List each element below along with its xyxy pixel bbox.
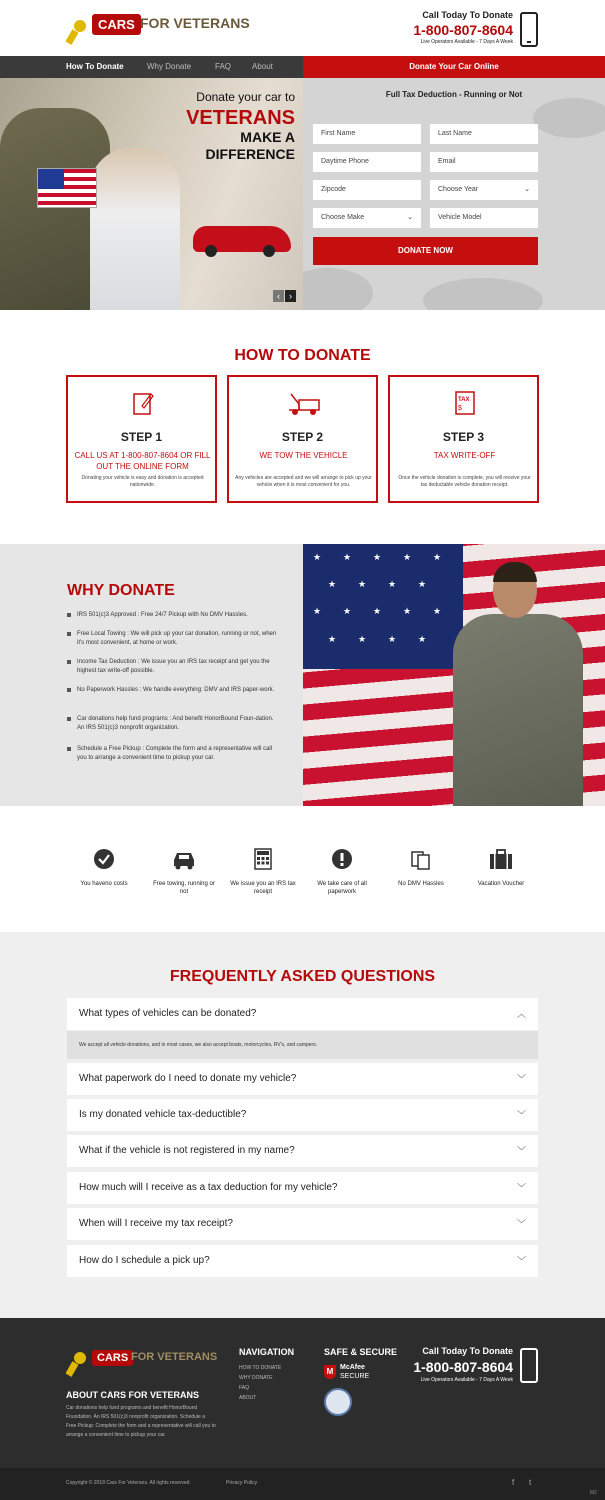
form-title: Full Tax Deduction - Running or Not (385, 90, 523, 99)
star-icon: ★ (433, 552, 442, 562)
faq-question-text: What if the vehicle is not registered in my name? (79, 1145, 295, 1156)
documents-icon (410, 848, 432, 870)
site-footer (0, 1318, 605, 1468)
slider-prev-button[interactable]: ‹ (273, 290, 284, 302)
faq-question-text: When will I receive my tax receipt? (79, 1218, 233, 1229)
hero-line1: Donate your car to (196, 90, 295, 104)
step-card-3 (388, 375, 539, 503)
faq-question-text: Is my donated vehicle tax-deductible? (79, 1109, 247, 1120)
last-name-input[interactable]: Last Name (430, 124, 538, 144)
star-icon: ★ (328, 579, 337, 589)
donate-now-button[interactable]: DONATE NOW (313, 237, 538, 265)
hero-line3b: DIFFERENCE (205, 146, 295, 162)
footer-nav-about[interactable]: ABOUT (239, 1395, 257, 1401)
star-icon: ★ (328, 634, 337, 644)
footer-availability: Live Operators Available - 7 Days A Week (420, 1377, 513, 1383)
camo-pattern (533, 98, 605, 138)
header-phone-link[interactable]: 1-800-807-8604 (413, 22, 513, 38)
star-icon: ★ (388, 579, 397, 589)
chevron-down-icon: ﹀ (516, 1219, 526, 1229)
nav-how-to-donate[interactable]: How To Donate (66, 62, 124, 71)
feature-paperwork (307, 848, 377, 896)
phone-input[interactable]: Daytime Phone (313, 152, 421, 172)
footer-bottom-bar (0, 1468, 605, 1500)
faq-question-5[interactable] (67, 1172, 538, 1204)
hero-line3 (206, 129, 295, 163)
header-call-box (413, 10, 513, 45)
security-seal-icon (324, 1388, 352, 1416)
faq-question-text: How much will I receive as a tax deduction for my vehicle? (79, 1182, 338, 1193)
why-item: IRS 501(c)3 Approved : Free 24/7 Pickup with No DMV Hassles. (67, 611, 282, 620)
step-title: STEP 3 (442, 430, 485, 444)
chevron-down-icon: ﹀ (516, 1256, 526, 1266)
star-icon: ★ (403, 606, 412, 616)
tow-truck-icon (285, 390, 323, 416)
suitcase-icon (489, 848, 513, 870)
nav-about[interactable]: About (252, 62, 273, 71)
nav-faq[interactable]: FAQ (215, 62, 232, 71)
feature-label: We issue you an IRS tax receipt (230, 881, 296, 895)
feature-label: Free towing, running or not (153, 881, 215, 895)
footer-phone-link[interactable]: 1-800-807-8604 (413, 1359, 513, 1375)
red-car-image (193, 226, 291, 252)
footer-about-text: Car donations help fund programs and benefit HonorBound Foundation. An IRS 501(c)3 nonprofit organization. Schedule a Free Pickup: Complete the form and a representative will call you to arrange a convenient time to pickup your car. (66, 1405, 216, 1438)
footer-nav-why[interactable]: WHY DONATE (239, 1375, 273, 1381)
email-input[interactable]: Email (430, 152, 538, 172)
footer-logo-cars[interactable]: CARS (92, 1350, 133, 1366)
main-nav (0, 56, 303, 78)
footer-call-label: Call Today To Donate (422, 1346, 513, 1356)
faq-question-7[interactable] (67, 1245, 538, 1277)
copyright-text: Copyright © 2018 Cars For Veterans. All rights reserved. (66, 1480, 191, 1486)
star-icon: ★ (313, 606, 322, 616)
chevron-down-icon: ﹀ (516, 1183, 526, 1193)
logo-cars[interactable]: CARS (92, 14, 141, 35)
year-select-label: Choose Year (438, 186, 479, 193)
chevron-up-icon: ︿ (516, 1009, 526, 1019)
star-icon: ★ (373, 552, 382, 562)
star-icon: ★ (343, 606, 352, 616)
feature-label: Vacation Voucher (477, 881, 525, 887)
why-donate-section (0, 544, 303, 806)
why-item: Free Local Towing : We will pick up your car donation, running or not, when it's most convenient, at home or work. (67, 630, 282, 648)
why-item: Car donations help fund programs : And benefit HonorBound Foun-dation. An IRS 501(c)3 nonprofit organization. (67, 715, 282, 733)
feature-free-towing (149, 848, 219, 896)
car-icon (171, 848, 197, 870)
why-item: Schedule a Free Pickup : Complete the form and a representative will call you to arrange a convenient time to pickup your car. (67, 745, 282, 763)
why-donate-title: WHY DONATE (67, 582, 175, 599)
how-to-donate-title: HOW TO DONATE (234, 347, 371, 364)
svg-text:TAX: TAX (458, 397, 470, 403)
star-icon: ★ (358, 634, 367, 644)
step-title: STEP 1 (120, 430, 163, 444)
mcafee-secure-label: SECURE (340, 1373, 370, 1380)
mobile-phone-icon (520, 12, 538, 47)
donate-online-bar[interactable]: Donate Your Car Online (303, 56, 605, 78)
child-image (90, 148, 180, 310)
faq-question-6[interactable] (67, 1208, 538, 1240)
year-select[interactable] (430, 180, 538, 200)
logo-for-veterans[interactable]: FOR VETERANS (140, 15, 250, 31)
chevron-down-icon: ﹀ (516, 1146, 526, 1156)
mcafee-label: McAfee (340, 1364, 365, 1371)
step-subtitle: WE TOW THE VEHICLE (259, 451, 348, 460)
call-label: Call Today To Donate (422, 10, 513, 20)
feature-vacation-voucher (466, 848, 536, 888)
faq-question-4[interactable] (67, 1135, 538, 1167)
footer-safe-title: SAFE & SECURE (324, 1347, 398, 1357)
veteran-hair (493, 562, 537, 582)
step-description: Donating your vehicle is easy and donation is accepted nationwide. (81, 475, 204, 488)
faq-question-2[interactable] (67, 1063, 538, 1095)
faq-title: FREQUENTLY ASKED QUESTIONS (169, 968, 436, 985)
chevron-down-icon: ⌄ (407, 214, 413, 221)
facebook-icon[interactable]: f (512, 1478, 515, 1487)
footer-nav-faq[interactable]: FAQ (239, 1385, 250, 1391)
tax-document-icon (454, 390, 476, 416)
calculator-icon (254, 848, 272, 870)
first-name-input[interactable]: First Name (313, 124, 421, 144)
star-icon: ★ (313, 552, 322, 562)
veteran-flag-image (303, 544, 605, 806)
footer-call-box (413, 1346, 513, 1383)
veteran-figure (453, 562, 593, 806)
flag-canton (303, 544, 463, 669)
svg-text:$: $ (458, 405, 462, 412)
hero-line3a: MAKE A (240, 129, 295, 145)
make-select[interactable] (313, 208, 421, 228)
feature-no-costs (69, 848, 139, 888)
chevron-down-icon: ⌄ (524, 186, 530, 193)
chevron-down-icon: ﹀ (516, 1110, 526, 1120)
faq-question-3[interactable] (67, 1099, 538, 1131)
mcafee-shield-icon: M (324, 1365, 336, 1379)
faq-question-text: What types of vehicles can be donated? (79, 1008, 257, 1019)
site-header (0, 0, 605, 56)
star-icon: ★ (358, 579, 367, 589)
camo-pattern (303, 268, 373, 310)
zipcode-input[interactable]: Zipcode (313, 180, 421, 200)
faq-answer-1: We accept all vehicle donations, and in most cases, we also accept boats, motorcycles, RV's, and campers. (67, 1031, 538, 1059)
chevron-down-icon: ﹀ (516, 1074, 526, 1084)
step-title: STEP 2 (281, 430, 324, 444)
star-icon: ★ (403, 552, 412, 562)
feature-label: No DMV Hassles (398, 881, 444, 887)
feature-irs-receipt (228, 848, 298, 896)
vehicle-model-input[interactable]: Vehicle Model (430, 208, 538, 228)
step-description: Once the vehicle donation is complete, you will receive your tax deductable vehicle donation receipt. (398, 475, 531, 488)
footer-nav-how[interactable]: HOW TO DONATE (239, 1365, 282, 1371)
faq-question-text: What paperwork do I need to donate my vehicle? (79, 1073, 297, 1084)
why-item: Income Tax Deduction : We issue you an IRS tax receipt and get you the highest tax write-off possible. (67, 658, 282, 676)
small-flag-image (37, 168, 97, 208)
footer-logo-for-veterans[interactable]: FOR VETERANS (131, 1351, 218, 1363)
feature-label: We take care of all paperwork (317, 881, 367, 895)
slider-next-button[interactable]: › (285, 290, 296, 302)
step-card-1 (66, 375, 217, 503)
star-icon: ★ (388, 634, 397, 644)
star-icon: ★ (433, 606, 442, 616)
star-icon: ★ (343, 552, 352, 562)
veteran-body (453, 614, 583, 806)
faq-question-1[interactable] (67, 998, 538, 1030)
footer-mobile-phone-icon (520, 1348, 538, 1383)
edit-document-icon (132, 390, 154, 416)
exclamation-circle-icon (331, 848, 353, 870)
step-description: Any vehicles are accepted and we will arrange to pick up your vehicle when it is most convenient for you. (235, 475, 372, 488)
camo-pattern (423, 278, 543, 310)
hero-line2: VETERANS (186, 107, 295, 129)
check-circle-icon (93, 848, 115, 870)
star-icon: ★ (418, 579, 427, 589)
nav-why-donate[interactable]: Why Donate (147, 62, 192, 71)
make-select-label: Choose Make (321, 214, 365, 221)
hero-slider (0, 78, 303, 310)
star-icon: ★ (418, 634, 427, 644)
footer-about-title: ABOUT CARS FOR VETERANS (66, 1390, 200, 1400)
step-subtitle: TAX WRITE-OFF (433, 451, 496, 460)
star-icon: ★ (373, 606, 382, 616)
feature-label: You haveno costs (80, 881, 128, 887)
version-label: M2 (590, 1490, 597, 1496)
feature-no-dmv (386, 848, 456, 888)
faq-question-text: How do I schedule a pick up? (79, 1255, 210, 1266)
step-card-2 (227, 375, 378, 503)
donation-form (303, 78, 605, 310)
privacy-policy-link[interactable]: Privacy Policy (226, 1480, 258, 1486)
footer-nav-title: NAVIGATION (239, 1347, 295, 1357)
availability-text: Live Operators Available - 7 Days A Week (420, 39, 513, 45)
twitter-icon[interactable]: t (529, 1478, 532, 1487)
step-subtitle: CALL US AT 1-800-807-8604 OR FILL OUT THE ONLINE FORM (74, 451, 211, 471)
why-item: No Paperwork Hassles : We handle everything: DMV and IRS paper-work. (67, 686, 282, 695)
